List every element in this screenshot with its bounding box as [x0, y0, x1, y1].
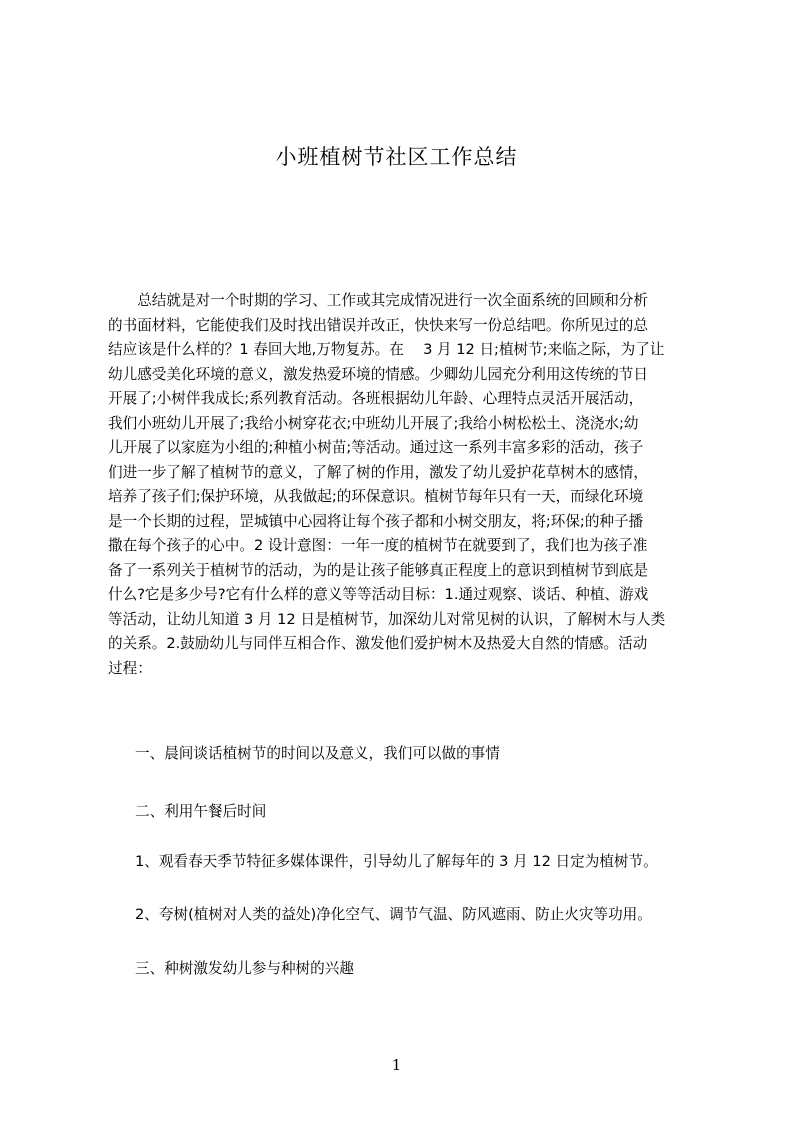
paragraph-line: 的书面材料，它能使我们及时找出错误并改正，快快来写一份总结吧。你所见过的总 [108, 316, 648, 334]
page-number: 1 [391, 1056, 402, 1074]
document-title: 小班植树节社区工作总结 [275, 145, 518, 169]
paragraph-line: 结应该是什么样的？1 春回大地,万物复苏。在 3 月 12 日;植树节;来临之际，为了让 [108, 341, 665, 358]
paragraph-line: 的关系。2.鼓励幼儿与同伴互相合作、激发他们爱护树木及热爱大自然的情感。活动 [108, 635, 648, 652]
section-heading-plant-trees: 三、种树激发幼儿参与种树的兴趣 [135, 960, 354, 977]
paragraph-line: 过程： [108, 659, 152, 677]
paragraph-line: 撒在每个孩子的心中。2 设计意图：一年一度的植树节在就要到了，我们也为孩子准 [108, 537, 648, 554]
paragraph-line: 是一个长期的过程，罡城镇中心园将让每个孩子都和小树交朋友，将;环保;的种子播 [108, 512, 644, 530]
paragraph-line: 培养了孩子们;保护环境，从我做起;的环保意识。植树节每年只有一天，而绿化环境 [108, 488, 644, 505]
section-heading-morning-talk: 一、晨间谈话植树节的时间以及意义，我们可以做的事情 [135, 745, 500, 762]
paragraph-line: 什么?它是多少号?它有什么样的意义等等活动目标：1.通过观察、谈话、种植、游戏 [108, 586, 649, 603]
paragraph-line: 我们小班幼儿开展了;我给小树穿花衣;中班幼儿开展了;我给小树松松土、浇浇水;幼 [108, 414, 639, 432]
list-item-multimedia: 1、观看春天季节特征多媒体课件，引导幼儿了解每年的 3 月 12 日定为植树节。 [135, 853, 658, 870]
paragraph-line: 开展了;小树伴我成长;系列教育活动。各班根据幼儿年龄、心理特点灵活开展活动， [108, 390, 644, 407]
list-item-praise-trees: 2、夸树(植树对人类的益处)净化空气、调节气温、防风遮雨、防止火灾等功用。 [135, 906, 652, 923]
paragraph-line: 总结就是对一个时期的学习、工作或其完成情况进行一次全面系统的回顾和分析 [108, 292, 648, 309]
section-heading-after-lunch: 二、利用午餐后时间 [135, 803, 267, 820]
paragraph-line: 等活动，让幼儿知道 3 月 12 日是植树节，加深幼儿对常见树的认识，了解树木与人类 [108, 610, 666, 628]
paragraph-line: 幼儿感受美化环境的意义，激发热爱环境的情感。少卿幼儿园充分利用这传统的节日 [108, 365, 648, 383]
body-paragraph [108, 289, 698, 681]
paragraph-line: 们进一步了解了植树节的意义，了解了树的作用，激发了幼儿爱护花草树木的感情， [108, 463, 648, 481]
paragraph-line: 儿开展了以家庭为小组的;种植小树苗;等活动。通过这一系列丰富多彩的活动，孩子 [108, 439, 644, 456]
paragraph-line: 备了一系列关于植树节的活动，为的是让孩子能够真正程度上的意识到植树节到底是 [108, 561, 648, 579]
